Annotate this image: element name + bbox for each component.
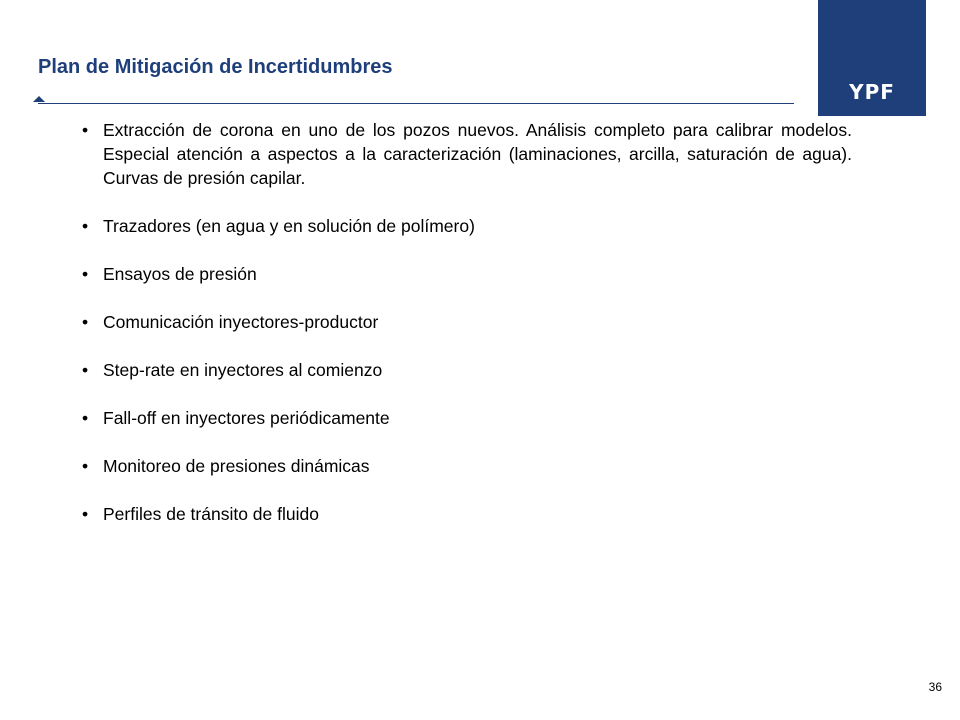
- bullet-item: [82, 502, 852, 526]
- bullet-item: [82, 262, 852, 286]
- bullet-text: Comunicación inyectores-productor: [103, 312, 379, 332]
- slide-title: Plan de Mitigación de Incertidumbres: [38, 56, 393, 78]
- bullet-text: Fall-off en inyectores periódicamente: [103, 408, 390, 428]
- bullet-text: Trazadores (en agua y en solución de polímero): [103, 216, 475, 236]
- bullet-dot-icon: •: [82, 504, 89, 524]
- title-divider: [38, 103, 794, 104]
- bullet-dot-icon: •: [82, 120, 89, 140]
- bullet-dot-icon: •: [82, 312, 89, 332]
- bullet-text: Ensayos de presión: [103, 264, 257, 284]
- ypf-logo: [818, 0, 926, 116]
- bullet-item: [82, 310, 852, 334]
- bullet-text: Step-rate en inyectores al comienzo: [103, 360, 383, 380]
- bullet-item: [82, 214, 852, 238]
- bullet-dot-icon: •: [82, 216, 89, 236]
- bullet-item: [82, 358, 852, 382]
- logo-text: YPF: [849, 80, 895, 104]
- bullet-text: Perfiles de tránsito de fluido: [103, 504, 319, 524]
- page-number: 36: [928, 680, 942, 694]
- bullet-text: Extracción de corona en uno de los pozos nuevos. Análisis completo para calibrar modelos. Especial atención a aspectos a la caracterización (laminaciones, arcilla, saturación de agua). Curvas de presión capilar.: [103, 120, 852, 188]
- bullet-item: [82, 454, 852, 478]
- bullet-item: [82, 118, 852, 190]
- bullet-dot-icon: •: [82, 264, 89, 284]
- bullet-list: [82, 118, 852, 550]
- bullet-item: [82, 406, 852, 430]
- bullet-dot-icon: •: [82, 360, 89, 380]
- bullet-text: Monitoreo de presiones dinámicas: [103, 456, 370, 476]
- bullet-dot-icon: •: [82, 456, 89, 476]
- triangle-marker-icon: [33, 96, 45, 102]
- bullet-dot-icon: •: [82, 408, 89, 428]
